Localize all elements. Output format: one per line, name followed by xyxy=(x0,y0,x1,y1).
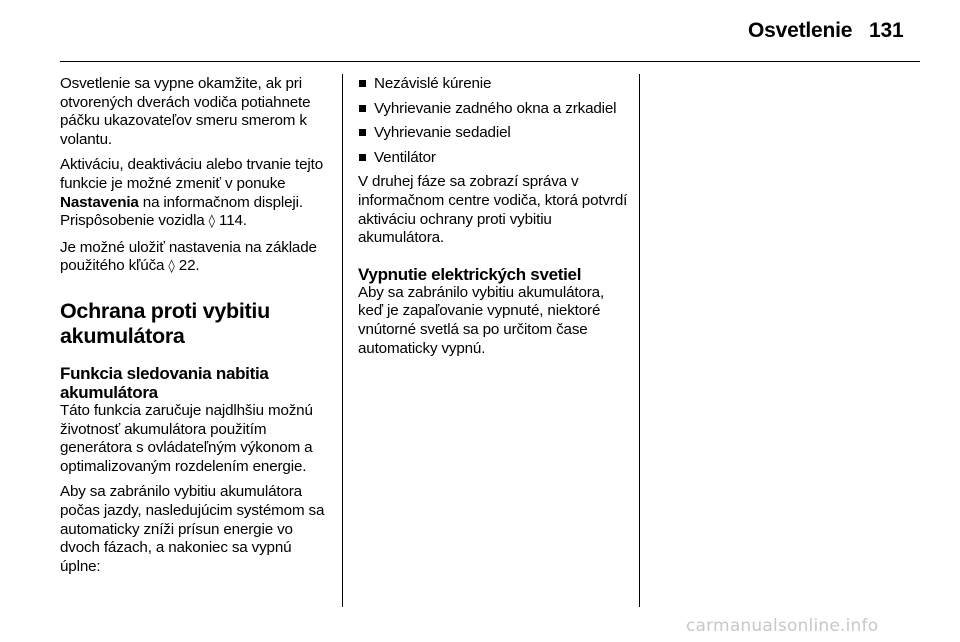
settings-menu-name: Nastavenia xyxy=(60,193,139,211)
paragraph-key-settings xyxy=(60,239,332,277)
list-item: Ventilátor xyxy=(358,149,630,168)
header-divider xyxy=(60,61,920,62)
watermark: carmanualsonline.info xyxy=(686,616,879,636)
paragraph-auto-off: Osvetlenie sa vypne okamžite, ak pri otvorených dverách vodiča potiahnete páčku ukazovateľov smeru smerom k volantu. xyxy=(60,75,311,148)
list-item: Vyhrievanie sedadiel xyxy=(358,124,630,143)
left-column xyxy=(60,75,332,583)
paragraph-lights-off: Aby sa zabránilo vybitiu akumulátora, keď je zapaľovanie vypnuté, niektoré vnútorné svetlá sa po určitom čase automaticky vypnú. xyxy=(358,283,605,357)
right-column xyxy=(358,75,630,365)
heading-charge-monitoring: Funkcia sledovania nabitia akumulátora xyxy=(60,363,269,402)
paragraph-energy-reduction: Aby sa zabránilo vybitiu akumulátora počas jazdy, nasledujúcim systémom sa automaticky zníži prísun energie vo dvoch fázach, a nakoniec sa vypnú úplne: xyxy=(60,483,325,575)
list-item: Vyhrievanie zadného okna a zrkadiel xyxy=(358,100,630,119)
settings-text-before: Aktiváciu, deaktiváciu alebo trvanie tejto funkcie je možné zmeniť v ponuke xyxy=(60,156,324,192)
bullet-square-icon xyxy=(359,105,366,112)
paragraph-function-description: Táto funkcia zaručuje najdlhšiu možnú životnosť akumulátora použitím generátora s ovládateľným výkonom a optimalizovaným rozdelením energie. xyxy=(60,401,313,475)
bullet-square-icon xyxy=(359,154,366,161)
key-settings-text: Je možné uložiť nastavenia na základe použitého kľúča xyxy=(60,238,317,275)
heading-battery-protection: Ochrana proti vybitiu akumulátora xyxy=(60,298,270,348)
settings-text-after: na informačnom displeji. Prispôsobenie vozidla xyxy=(60,193,303,230)
page-reference-icon: ◊ xyxy=(168,259,175,275)
page-header xyxy=(0,0,960,62)
page-number: 131 xyxy=(869,19,904,42)
column-divider-right xyxy=(639,74,640,607)
bullet-square-icon xyxy=(359,129,366,136)
page-reference-22: 22. xyxy=(174,257,200,275)
page-reference-114: 114. xyxy=(214,212,247,230)
paragraph-second-phase: V druhej fáze sa zobrazí správa v informačnom centre vodiča, ktorá potvrdí aktiváciu ochrany proti vybitiu akumulátora. xyxy=(358,173,628,247)
column-divider-left xyxy=(342,74,343,607)
paragraph-settings xyxy=(60,156,332,231)
section-title: Osvetlenie xyxy=(748,19,853,42)
bullet-square-icon xyxy=(359,80,366,87)
reduced-systems-list xyxy=(358,75,630,167)
heading-lights-off: Vypnutie elektrických svetiel xyxy=(358,264,582,284)
list-item: Nezávislé kúrenie xyxy=(358,75,630,94)
page-reference-icon: ◊ xyxy=(208,214,215,230)
